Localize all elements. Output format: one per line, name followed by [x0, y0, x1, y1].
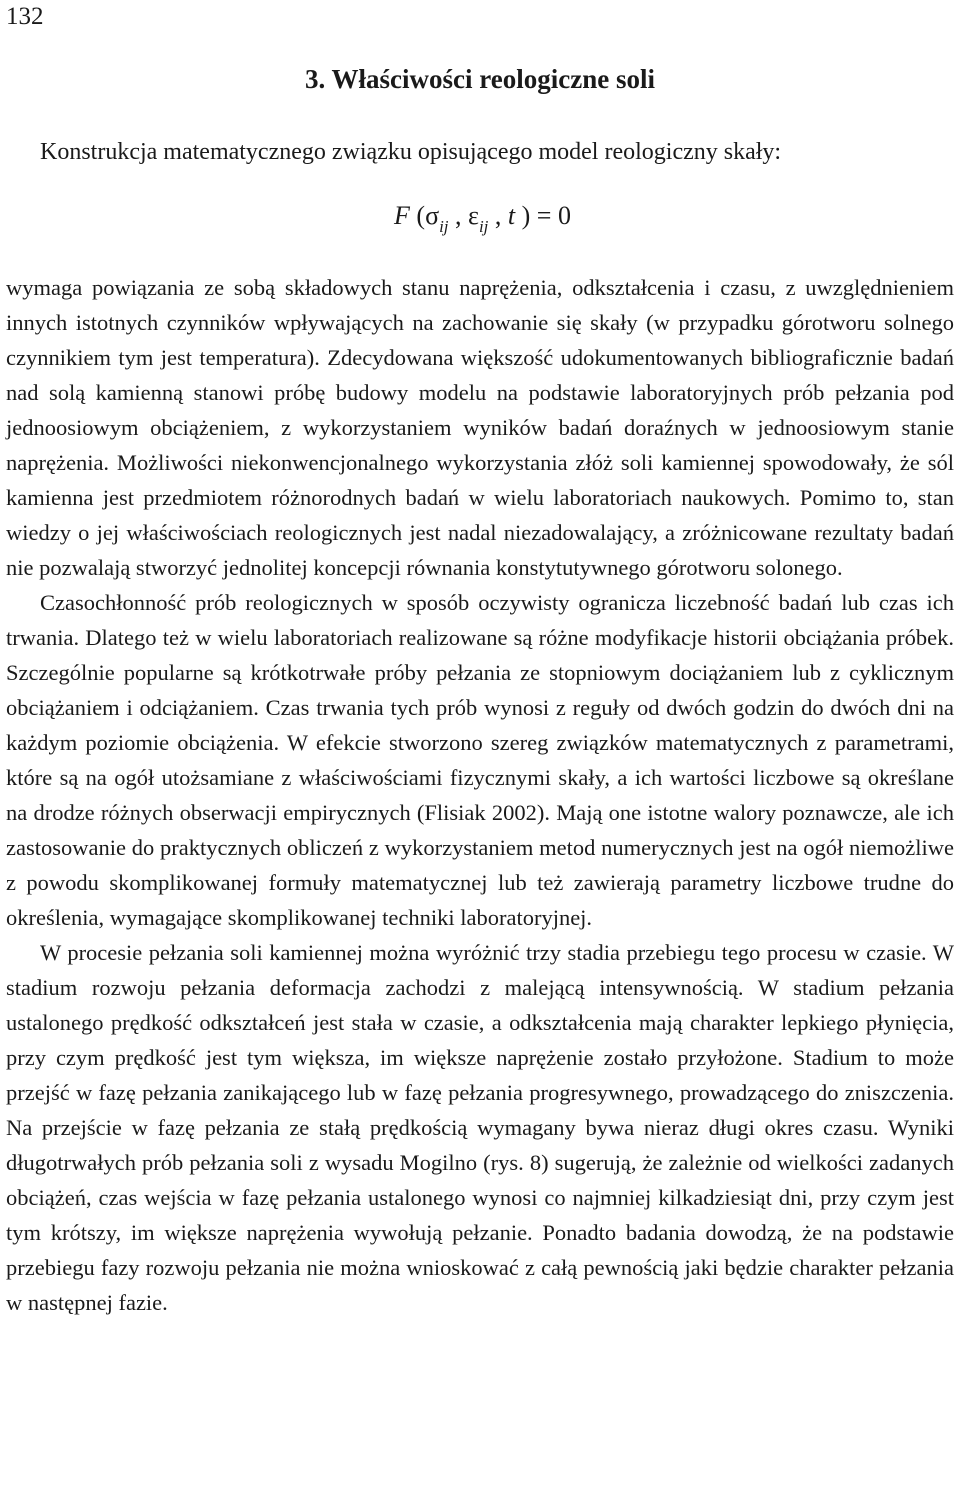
formula-open: ( — [409, 201, 426, 230]
formula-sigma: σ — [425, 201, 440, 230]
formula-close: ) = 0 — [515, 201, 571, 230]
formula — [394, 198, 571, 245]
formula-t: t — [507, 201, 516, 230]
page-number: 132 — [6, 3, 44, 30]
formula-function: F — [394, 201, 410, 230]
formula-epsilon-sub: ij — [478, 217, 489, 236]
paragraph-2: Czasochłonność prób reologicznych w sposób oczywisty ogranicza liczebność badań lub czas ich trwania. Dlatego też w wielu laboratoriach realizowane są różne modyfikacje historii obciążania próbek. Szczególnie popularne są krótkotrwałe próby pełzania ze stopniowym dociążaniem lub z cyklicznym obciążaniem i odciążaniem. Czas trwania tych prób wynosi z reguły od dwóch godzin do dwóch dni na każdym poziomie obciążenia. W efekcie stworzono szereg związków matematycznych z parametrami, które są na ogół utożsamiane z właściwościami fizycznymi skały, a ich wartości liczbowe są określane na drodze różnych obserwacji empirycznych (Flisiak 2002). Mają one istotne walory poznawcze, ale ich zastosowanie do praktycznych obliczeń z wykorzystaniem metod numerycznych jest na ogół niemożliwe z powodu skomplikowanej formuły matematycznej lub też zawierają parametry liczbowe trudne do określenia, wymagające skomplikowanej techniki laboratoryjnej. — [6, 590, 954, 930]
formula-epsilon: ε — [468, 201, 479, 230]
body-text — [6, 270, 954, 1320]
intro-sentence: Konstrukcja matematycznego związku opisującego model reologiczny skały: — [40, 139, 782, 165]
paragraph-3: W procesie pełzania soli kamiennej można wyróżnić trzy stadia przebiegu tego procesu w czasie. W stadium rozwoju pełzania deformacja zachodzi z malejącą intensywnością. W stadium pełzania ustalonego prędkość odkształceń jest stała w czasie, a odkształcenia mają charakter lepkiego płynięcia, przy czym prędkość jest tym większa, im większe naprężenie zostało przyłożone. Stadium to może przejść w fazę pełzania zanikającego lub w fazę pełzania progresywnego, prowadzącego do zniszczenia. Na przejście w fazę pełzania ze stałą prędkością wymagany bywa nieraz długi okres czasu. Wyniki długotrwałych prób pełzania soli z wysadu Mogilno (rys. 8) sugerują, że zależnie od wielkości zadanych obciążeń, czas wejścia w fazę pełzania ustalonego wynosi co najmniej kilkadziesiąt dni, przy czym jest tym krótszy, im większe naprężenia wywołują pełzanie. Ponadto badania dowodzą, że na podstawie przebiegu fazy rozwoju pełzania nie można wnioskować z całą pewnością jaki będzie charakter pełzania w następnej fazie. — [6, 940, 954, 1315]
formula-comma-1: , — [448, 201, 469, 230]
formula-comma-2: , — [488, 201, 508, 230]
section-title: 3. Właściwości reologiczne soli — [305, 64, 655, 94]
paragraph-1: wymaga powiązania ze sobą składowych stanu naprężenia, odkształcenia i czasu, z uwzględnieniem innych istotnych czynników wpływających na zachowanie się skały (w przypadku górotworu solnego czynnikiem tym jest temperatura). Zdecydowana większość udokumentowanych bibliograficznie badań nad solą kamienną stanowi próbę budowy modelu na podstawie laboratoryjnych prób pełzania pod jednoosiowym obciążeniem, z wykorzystaniem wyników badań doraźnych w jednoosiowym stanie naprężenia. Możliwości niekonwencjonalnego wykorzystania złóż soli kamiennej spowodowały, że sól kamienna jest przedmiotem różnorodnych badań w wielu laboratoriach naukowych. Pomimo to, stan wiedzy o jej właściwościach reologicznych jest nadal niezadowalający, a zróżnicowane rezultaty badań nie pozwalają stworzyć jednolitej koncepcji równania konstytutywnego górotworu solonego. — [6, 275, 954, 580]
formula-sigma-sub: ij — [439, 217, 449, 236]
